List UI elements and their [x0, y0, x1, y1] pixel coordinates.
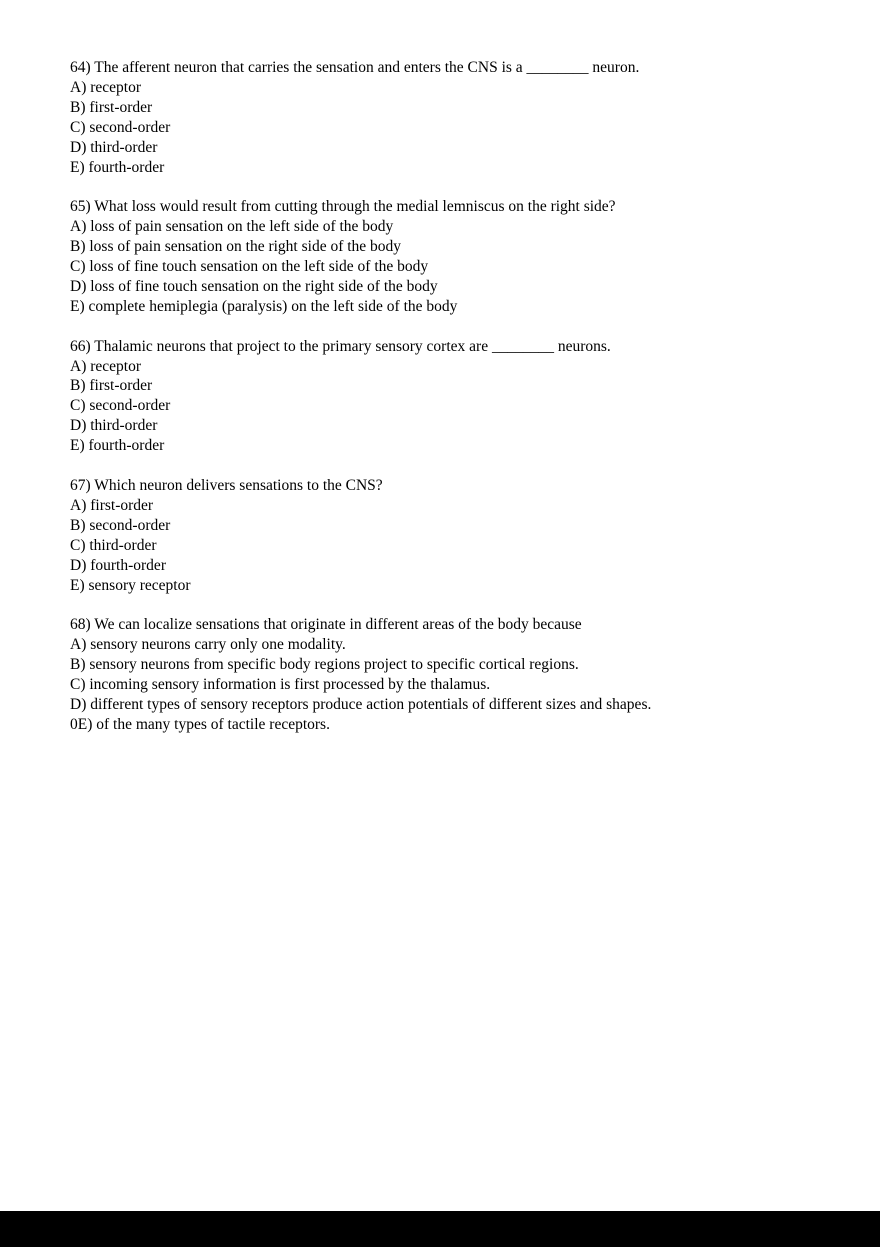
question-block-68	[70, 615, 820, 734]
document-page	[70, 58, 820, 755]
question-option: A) first-order	[70, 496, 154, 514]
question-option: B) first-order	[70, 377, 153, 395]
question-option: E) fourth-order	[70, 158, 165, 176]
question-option: D) third-order	[70, 138, 158, 156]
question-option: A) loss of pain sensation on the left side of the body	[70, 218, 394, 236]
question-block-66	[70, 337, 820, 456]
question-block-65	[70, 197, 820, 316]
question-option: E) complete hemiplegia (paralysis) on the left side of the body	[70, 297, 458, 315]
question-option: A) receptor	[70, 78, 141, 96]
question-option: E) fourth-order	[70, 437, 165, 455]
question-option: A) receptor	[70, 357, 141, 375]
question-option: C) third-order	[70, 536, 157, 554]
question-option: C) loss of fine touch sensation on the left side of the body	[70, 258, 429, 276]
question-stem: 67) Which neuron delivers sensations to the CNS?	[70, 476, 383, 494]
question-stem: 65) What loss would result from cutting through the medial lemniscus on the right side?	[70, 198, 616, 216]
question-option: C) incoming sensory information is first processed by the thalamus.	[70, 676, 491, 694]
question-option: D) loss of fine touch sensation on the right side of the body	[70, 277, 438, 295]
question-option: B) second-order	[70, 516, 171, 534]
question-block-67	[70, 476, 820, 595]
question-option: E) sensory receptor	[70, 576, 191, 594]
question-option: 0E) of the many types of tactile receptors.	[70, 715, 330, 733]
question-stem: 66) Thalamic neurons that project to the primary sensory cortex are ________ neurons.	[70, 337, 611, 355]
question-option: D) fourth-order	[70, 556, 166, 574]
question-option: D) different types of sensory receptors produce action potentials of different sizes and shapes.	[70, 695, 652, 713]
question-block-64	[70, 58, 820, 177]
bottom-black-bar	[0, 1211, 880, 1247]
question-stem: 64) The afferent neuron that carries the sensation and enters the CNS is a ________ neuron.	[70, 59, 640, 76]
question-option: D) third-order	[70, 417, 158, 435]
question-stem: 68) We can localize sensations that originate in different areas of the body because	[70, 616, 582, 634]
question-option: C) second-order	[70, 118, 171, 136]
question-option: A) sensory neurons carry only one modality.	[70, 636, 346, 654]
question-option: B) first-order	[70, 98, 153, 116]
question-option: C) second-order	[70, 397, 171, 415]
question-option: B) sensory neurons from specific body regions project to specific cortical regions.	[70, 656, 579, 674]
question-option: B) loss of pain sensation on the right side of the body	[70, 238, 402, 256]
